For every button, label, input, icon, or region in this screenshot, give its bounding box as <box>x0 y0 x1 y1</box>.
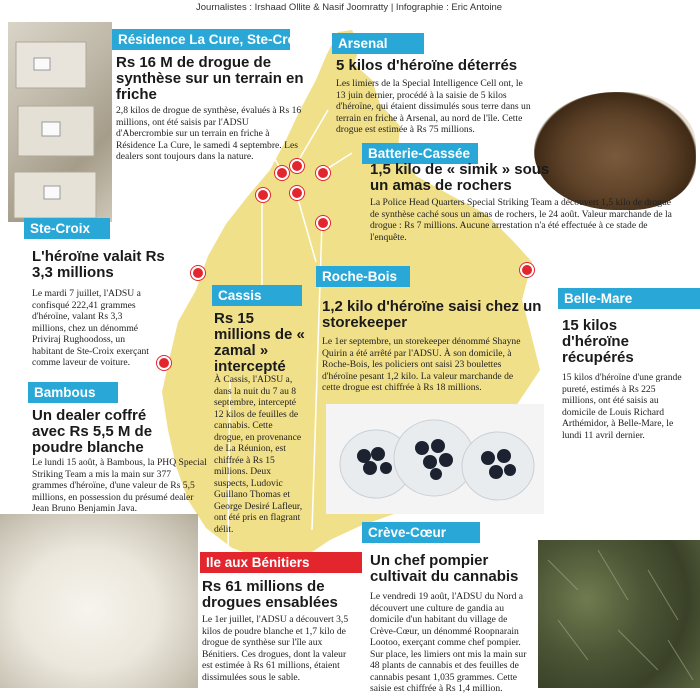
headline-cassis: Rs 15 millions de « zamal » intercepté <box>214 310 305 375</box>
tag-la-cure: Résidence La Cure, Ste-Croix <box>112 29 290 50</box>
headline-bambous: Un dealer coffré avec Rs 5,5 M de poudre blanche <box>32 407 153 456</box>
marker-cassis[interactable] <box>256 188 270 202</box>
connector-roche-bois <box>296 192 316 262</box>
tag-cassis: Cassis <box>212 285 302 306</box>
body-batterie: La Police Head Quarters Special Striking Team a découvert 1,5 kilo de drogue de synthèse caché sous un amas de rochers, le 24 août. Valeur marchande de la drogue : Rs 7 millions. Aucune arrestation n'a été effectuée à ce stade de l'enquête. <box>370 197 672 243</box>
marker-la-cure[interactable] <box>275 166 289 180</box>
body-creve-coeur: Le vendredi 19 août, l'ADSU du Nord a découvert une culture de gandia au domicile d'un habitant du village de Crève-Cœur, un dénommé Roopnarain Lootoo, exerçant comme chef pompier. Sur place, les limiers ont mis la main sur 48 plants de cannabis et des feuilles de cannabis pesant 1,035 grammes. Cette saisie est chiffrée à Rs 1,4 million. <box>370 591 527 694</box>
body-cassis: À Cassis, l'ADSU a, dans la nuit du 7 au 8 septembre, intercepté 12 kilos de feuilles de cannabis. Cette drogue, en provenance de La Réunion, est chiffrée à Rs 15 millions. Deux suspects, Ludovic Guillano Thomas et George Desiré Lafleur, ont été pris en flagrant délit. <box>214 374 303 535</box>
tag-roche-bois: Roche-Bois <box>316 266 410 287</box>
headline-arsenal: 5 kilos d'héroïne déterrés <box>336 57 518 74</box>
headline-roche-bois: 1,2 kilo d'héroïne saisi chez un storekeeper <box>322 298 542 331</box>
marker-batterie[interactable] <box>316 166 330 180</box>
tag-arsenal: Arsenal <box>332 33 424 54</box>
headline-creve-coeur: Un chef pompier cultivait du cannabis <box>370 552 519 585</box>
body-bambous: Le lundi 15 août, à Bambous, la PHQ Special Striking Team a mis la main sur 377 grammes d'héroïne, d'une valeur de Rs 5,5 millions, en possession du présumé dealer Jean Bruno Benjamin Java. <box>32 457 207 514</box>
body-roche-bois: Le 1er septembre, un storekeeper dénommé Shayne Quirin a été arrêté par l'ADSU. À son domicile, à Roche-Bois, les policiers ont saisi 23 boulettes d'héroïne pesant 1,2 kilo. La valeur marchande de cette drogue est chiffrée à Rs 18 millions. <box>322 336 521 393</box>
photo-creve-coeur <box>538 540 700 688</box>
body-la-cure: 2,8 kilos de drogue de synthèse, évalués à Rs 16 millions, ont été saisis par l'ADSU d'Abercrombie sur un terrain en friche à Résidence La Cure, le samedi 4 septembre. Les dealers sont toujours dans la nature. <box>116 105 302 162</box>
photo-bambous <box>0 514 198 688</box>
headline-batterie: 1,5 kilo de « simik » sous un amas de rochers <box>370 161 550 194</box>
marker-belle-mare[interactable] <box>520 263 534 277</box>
tag-batterie: Batterie-Cassée <box>362 143 478 164</box>
body-ste-croix: Le mardi 7 juillet, l'ADSU a confisqué 222,41 grammes d'héroïne, valant Rs 3,3 millions, chez un dénommé Priviraj Rughoodoss, un habitant de Ste-Croix exerçant comme laveur de voiture. <box>32 288 149 368</box>
photo-roche-bois <box>326 404 544 514</box>
marker-roche-bois[interactable] <box>290 186 304 200</box>
credits: Journalistes : Irshaad Ollite & Nasif Joomratty | Infographie : Eric Antoine <box>196 2 503 13</box>
photo-la-cure <box>8 22 112 222</box>
headline-la-cure: Rs 16 M de drogue de synthèse sur un terrain en friche <box>116 54 304 103</box>
body-arsenal: Les limiers de la Special Intelligence Cell ont, le 13 juin dernier, procédé à la saisie de 5 kilos d'héroïne, qui étaient dissimulés sous terre dans un terrain en friche à Arsenal, au nord de l'île. Cette drogue est estimée à Rs 75 millions. <box>336 78 531 135</box>
tag-benitiers: Ile aux Bénitiers <box>200 552 362 573</box>
marker-bambous[interactable] <box>157 356 171 370</box>
body-benitiers: Le 1er juillet, l'ADSU a découvert 3,5 kilos de poudre blanche et 1,7 kilo de drogue de synthèse sur l'île aux Bénitiers. Ces drogues, dont la valeur est estimée à Rs 61 millions, étaient dissimulées sous le sable. <box>202 614 349 683</box>
headline-ste-croix: L'héroïne valait Rs 3,3 millions <box>32 248 165 281</box>
tag-belle-mare: Belle-Mare <box>558 288 700 309</box>
body-belle-mare: 15 kilos d'héroïne d'une grande pureté, estimés à Rs 225 millions, ont été saisis au domicile de Louis Richard Arthémidor, à Belle-Mare, le lundi 11 avril dernier. <box>562 372 682 441</box>
tag-bambous: Bambous <box>28 382 118 403</box>
marker-creve-coeur[interactable] <box>316 216 330 230</box>
tag-ste-croix: Ste-Croix <box>24 218 110 239</box>
headline-benitiers: Rs 61 millions de drogues ensablées <box>202 578 338 611</box>
marker-ste-croix[interactable] <box>191 266 205 280</box>
tag-creve-coeur: Crève-Cœur <box>362 522 480 543</box>
headline-belle-mare: 15 kilos d'héroïne récupérés <box>562 317 634 366</box>
